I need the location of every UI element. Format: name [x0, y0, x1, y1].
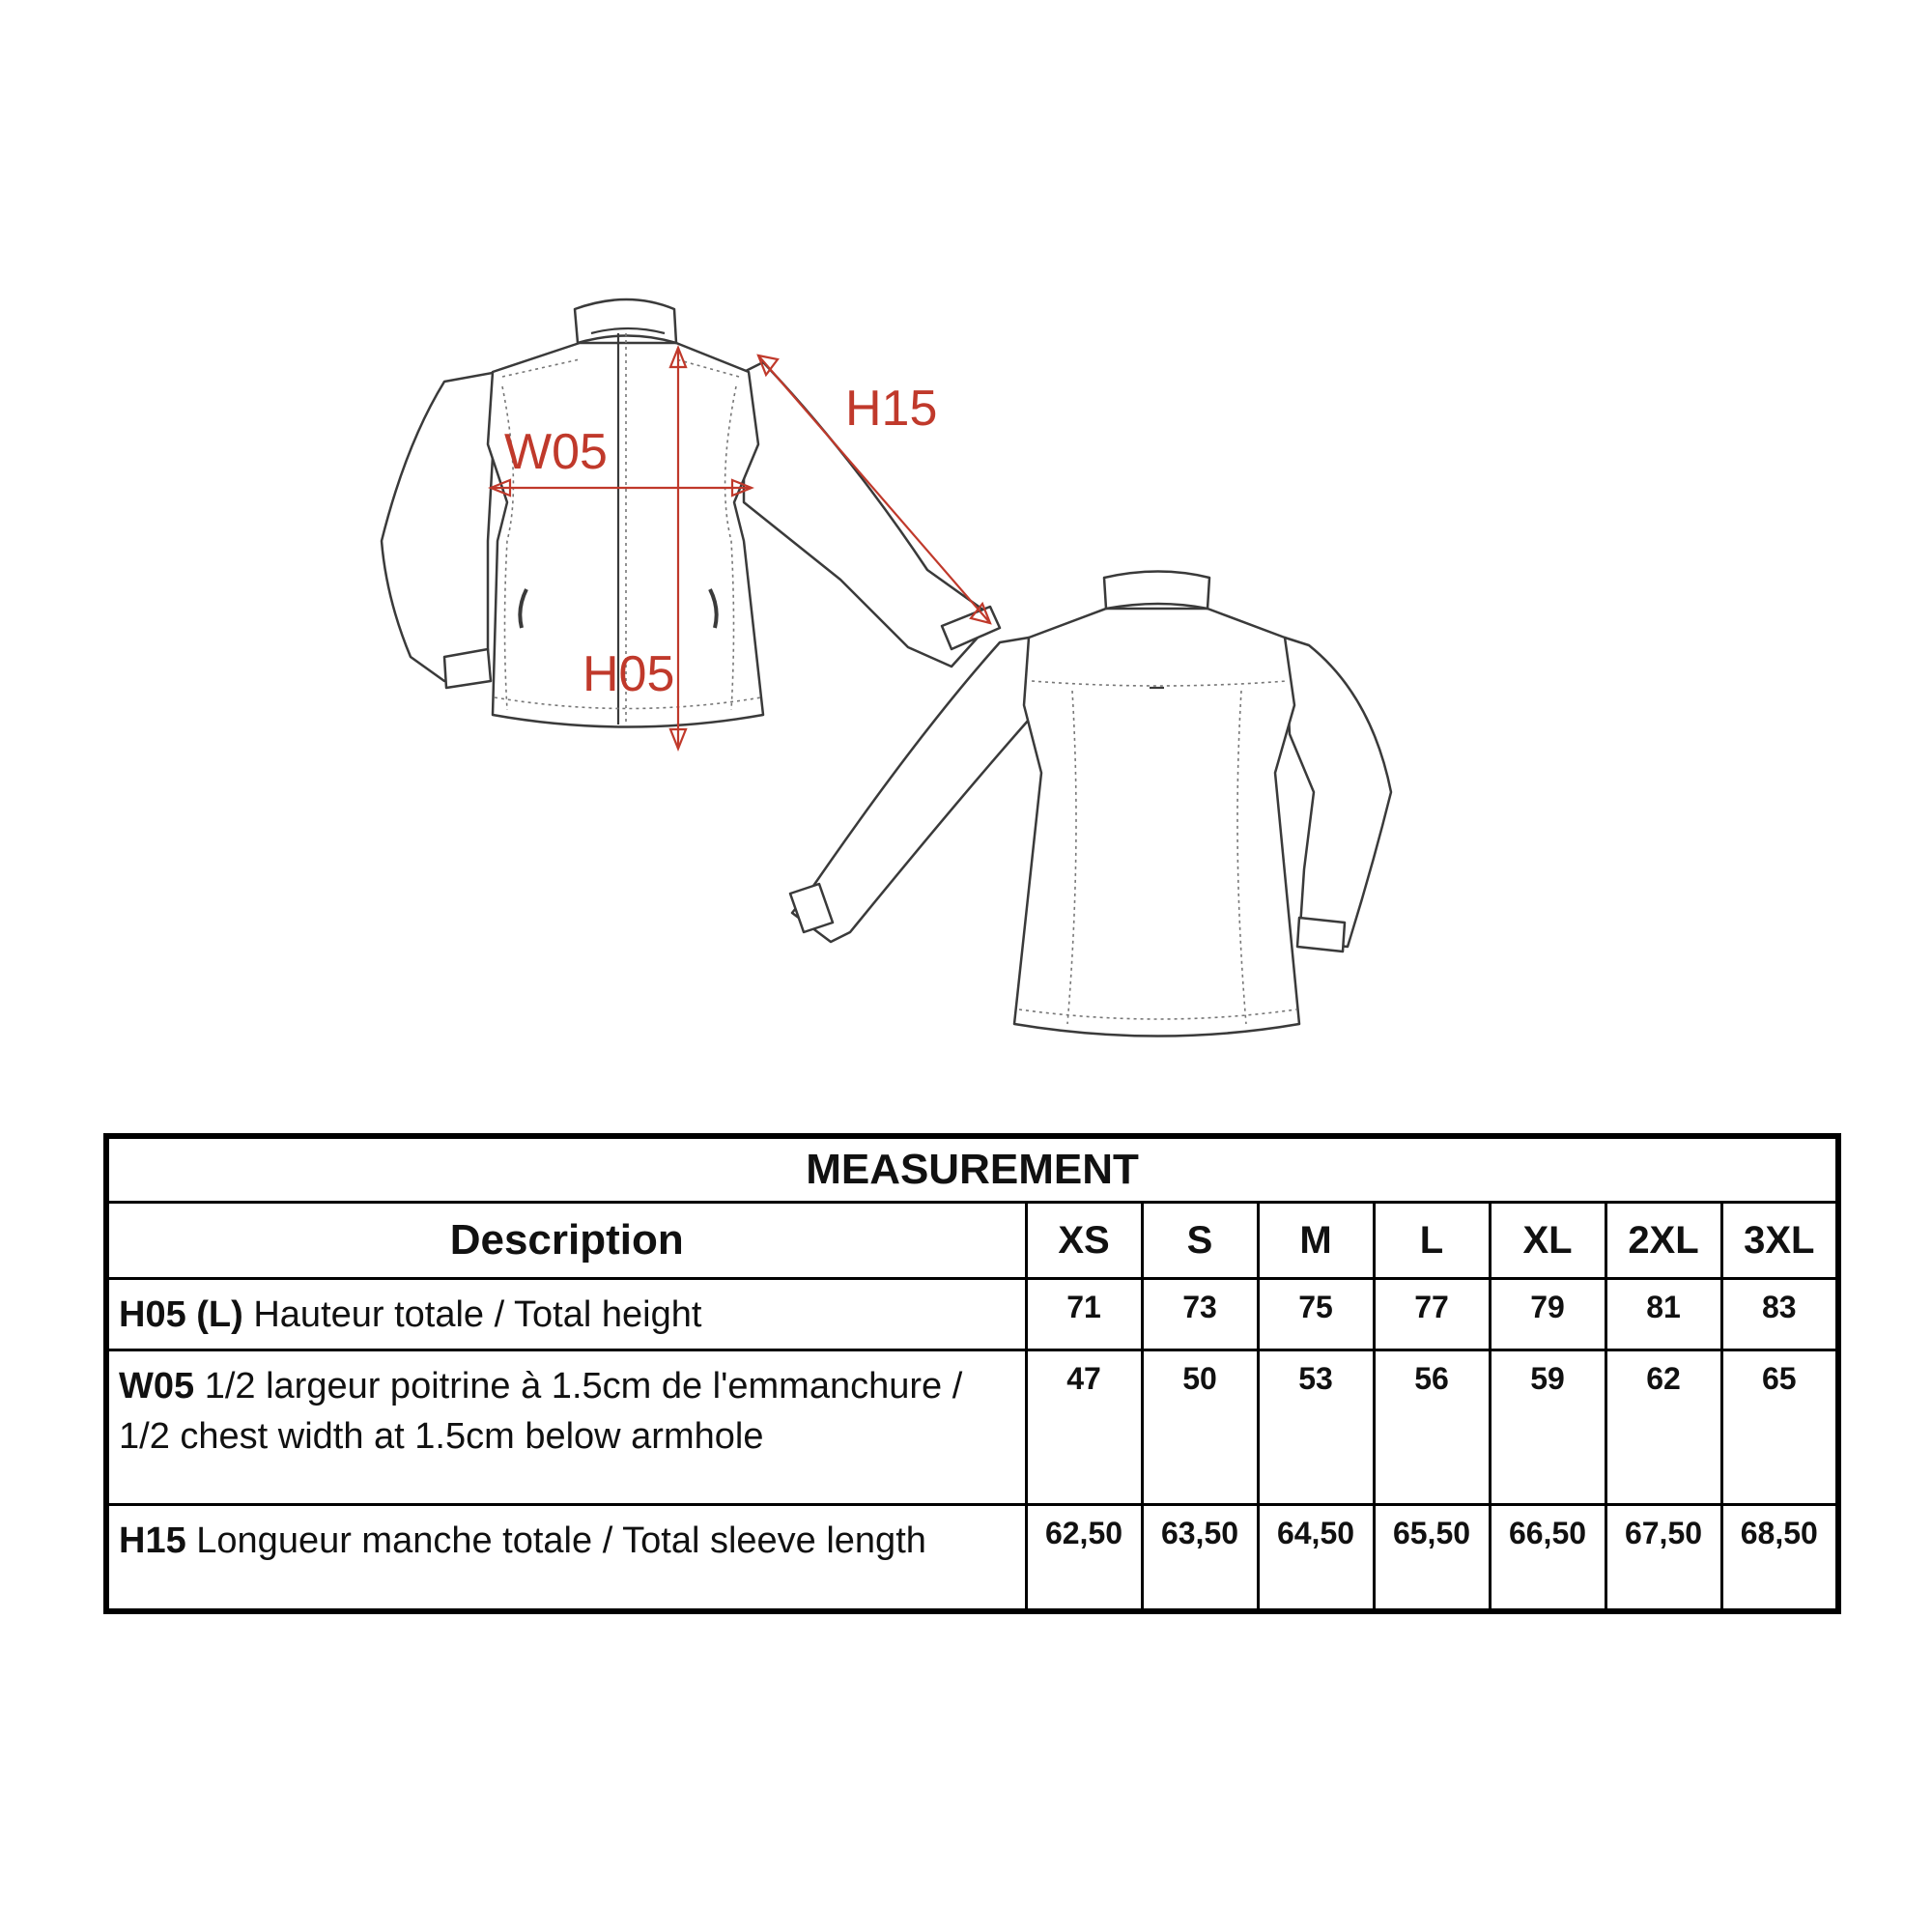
- table-row: [106, 1505, 1838, 1611]
- jacket-back-view: [790, 572, 1391, 1037]
- row-code: H15: [119, 1520, 186, 1561]
- value-cell: 53: [1258, 1350, 1374, 1505]
- size-header-l: L: [1374, 1203, 1490, 1279]
- row-description: [106, 1279, 1026, 1350]
- measurement-table: [103, 1133, 1841, 1614]
- row-description: [106, 1505, 1026, 1611]
- value-cell: 67,50: [1605, 1505, 1721, 1611]
- value-cell: 79: [1490, 1279, 1605, 1350]
- value-cell: 63,50: [1142, 1505, 1258, 1611]
- row-text: 1/2 largeur poitrine à 1.5cm de l'emmanchure / 1/2 chest width at 1.5cm below armhole: [119, 1366, 963, 1457]
- value-cell: 59: [1490, 1350, 1605, 1505]
- row-code: W05: [119, 1366, 195, 1406]
- size-header-2xl: 2XL: [1605, 1203, 1721, 1279]
- value-cell: 50: [1142, 1350, 1258, 1505]
- size-header-m: M: [1258, 1203, 1374, 1279]
- value-cell: 56: [1374, 1350, 1490, 1505]
- size-header-s: S: [1142, 1203, 1258, 1279]
- h15-label: H15: [845, 381, 938, 437]
- value-cell: 71: [1026, 1279, 1142, 1350]
- h05-label: H05: [582, 646, 675, 702]
- value-cell: 64,50: [1258, 1505, 1374, 1611]
- value-cell: 62: [1605, 1350, 1721, 1505]
- row-text: Hauteur totale / Total height: [253, 1294, 702, 1335]
- value-cell: 47: [1026, 1350, 1142, 1505]
- header-row: [106, 1203, 1838, 1279]
- value-cell: 83: [1721, 1279, 1838, 1350]
- value-cell: 66,50: [1490, 1505, 1605, 1611]
- value-cell: 81: [1605, 1279, 1721, 1350]
- value-cell: 73: [1142, 1279, 1258, 1350]
- table-row: [106, 1350, 1838, 1505]
- value-cell: 65: [1721, 1350, 1838, 1505]
- value-cell: 68,50: [1721, 1505, 1838, 1611]
- value-cell: 75: [1258, 1279, 1374, 1350]
- description-header: Description: [106, 1203, 1026, 1279]
- size-header-xs: XS: [1026, 1203, 1142, 1279]
- row-description: [106, 1350, 1026, 1505]
- w05-label: W05: [504, 424, 608, 480]
- value-cell: 65,50: [1374, 1505, 1490, 1611]
- table-title: MEASUREMENT: [106, 1136, 1838, 1203]
- row-text: Longueur manche totale / Total sleeve length: [196, 1520, 926, 1561]
- value-cell: 62,50: [1026, 1505, 1142, 1611]
- size-header-3xl: 3XL: [1721, 1203, 1838, 1279]
- size-header-xl: XL: [1490, 1203, 1605, 1279]
- jacket-front-view: [382, 299, 1000, 727]
- row-code: H05 (L): [119, 1294, 243, 1335]
- value-cell: 77: [1374, 1279, 1490, 1350]
- table-row: [106, 1279, 1838, 1350]
